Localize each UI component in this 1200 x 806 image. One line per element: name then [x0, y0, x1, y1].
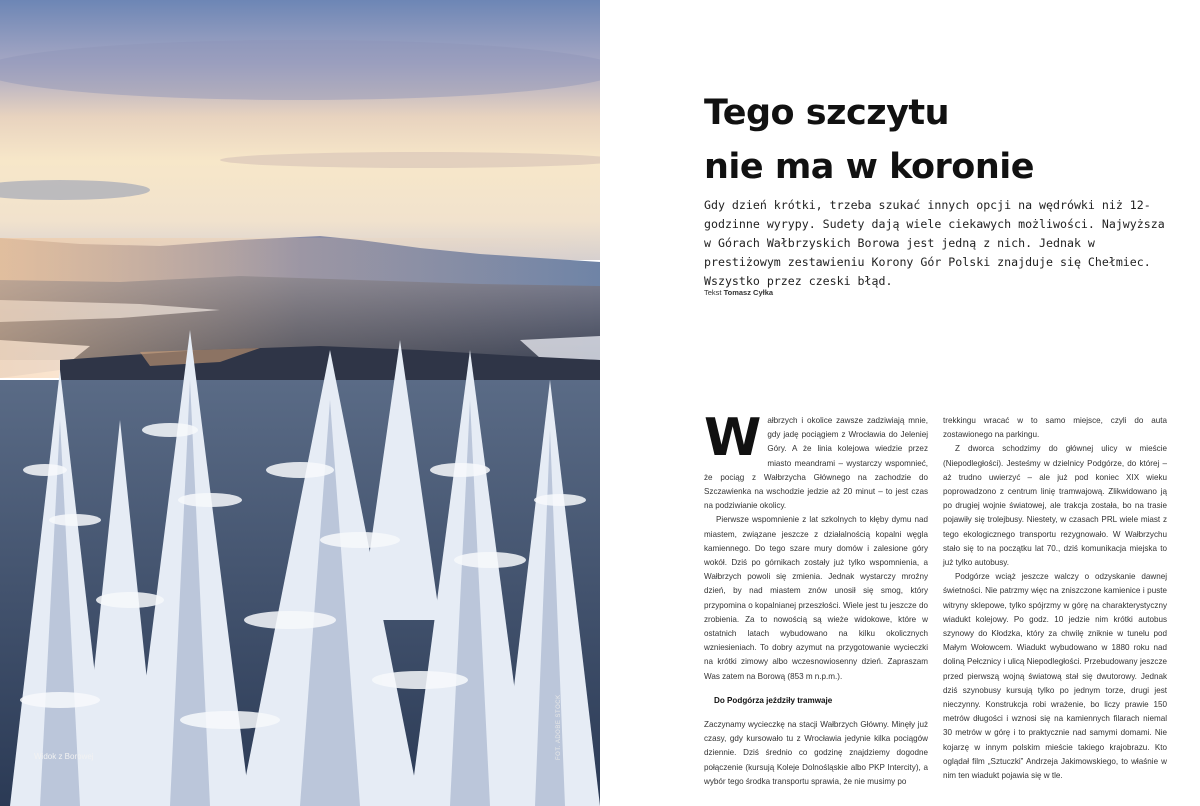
paragraph-text: ałbrzych i okolice zawsze zadziwiają mnie, gdy jadę pociągiem z Wrocławia do Jeleniej Góry. A że linia kolejowa wiedzie przez miasto meandrami – wystarczy wspomnieć, że pociąg z Wałbrzycha Głównego na zachodzie do Szczawienka na wschodzie jedzie aż 20 minut – to jest czas na podziwianie okolicy. [704, 416, 928, 511]
byline-label: Tekst [704, 288, 722, 297]
article-page [600, 0, 1200, 806]
paragraph: trekkingu wracać w to samo miejsce, czyli do auta zostawionego na parkingu. [943, 416, 1167, 440]
paragraph: Zaczynamy wycieczkę na stacji Wałbrzych Główny. Minęły już czasy, gdy kursowało tu z Wrocławia jedynie kilka pociągów dziennie. Dziś średnio co godzinę znajdziemy dogodne połączenie (kursują Koleje Dolnośląskie albo PKP Intercity), a wybór tego środka transportu sprawia, że nie musimy po [704, 720, 928, 786]
paragraph: Pierwsze wspomnienie z lat szkolnych to kłęby dymu nad miastem, związane jeszcze z działalnością kopalni węgla kamiennego. Do tego szare mury domów i zalesione góry wokół. Dziś po górnikach zostały już tylko wspomnienia, a Wałbrzych powoli się zmienia. Jednak wystarczy mroźny dzień, by nad miastem znów unosił się smog, który przypomina o kopalnianej przeszłości. Wiele jest tu jeszcze do zrobienia. Za to nowością są wieże widokowe, które w ostatnich latach wybudowano na kilku okolicznych wzniesieniach. To dobry azymut na przygotowanie wycieczki na krótki zimowy albo wczesnowiosenny dzień. Zapraszam Was zatem na Borową (853 m n.p.m.). [704, 515, 928, 681]
title-line-2: nie ma w koronie [704, 147, 1034, 187]
paragraph [704, 408, 928, 513]
photo-credit: FOT. ADOBE STOCK [556, 694, 562, 760]
article-lead: Gdy dzień krótki, trzeba szukać innych opcji na wędrówki niż 12-godzinne wyrypy. Sudety dają wiele ciekawych możliwości. Najwyższa w Górach Wałbrzyskich Borowa jest jedną z nich. Jednak w prestiżowym zestawieniu Korony Gór Polski znajduje się Chełmiec. Wszystko przez czeski błąd. [704, 198, 1165, 288]
text-column-1 [704, 408, 928, 789]
paragraph: Z dworca schodzimy do głównej ulicy w mieście (Niepodległości). Jesteśmy w dzielnicy Podgórze, do której – aż trudno uwierzyć – ale już pod koniec XIX wieku poprowadzono z centrum linię tramwajową. Zlikwidowano ją po drugiej wojnie światowej, ale trakcja została, bo na trasie pojawiły się trolejbusy. Niestety, w czasach PRL wiele miast z tego ekologicznego transportu rezygnowało. W Wałbrzychu stało się to na początku lat 70., dziś komunikacja miejska to już tylko autobusy. [943, 444, 1167, 568]
article-title [704, 86, 1144, 194]
byline [704, 288, 773, 297]
paragraph: Podgórze wciąż jeszcze walczy o odzyskanie dawnej świetności. Nie patrzmy więc na zniszczone kamienice i puste witryny sklepowe, tylko spójrzmy w górę na charakterystyczny wiadukt kolejowy. Po godz. 10 jedzie nim krótki autobus szynowy do Kłodzka, który za chwilę zniknie w tunelu pod Małym Wołowcem. Wiadukt wybudowano w 1880 roku nad doliną Pełcznicy i ulicą Niepodległości. Przebudowany jeszcze przed pierwszą wojną światową stał się dwutorowy. Jednak dziś szynobusy kursują tylko po jednym torze, drugi jest nieczynny. Konstrukcja robi wrażenie, bo liczy prawie 150 metrów długości i wznosi się na kamiennych filarach niemal 30 metrów w górę i to praktycznie nad samymi domami. Nie kojarzę w innym polskim mieście takiego krajobrazu. Kto oglądał film „Sztuczki” Andrzeja Jakimowskiego, to właśnie w nim ten wiadukt pojawia się w tle. [943, 572, 1167, 781]
text-column-2 [943, 414, 1167, 783]
byline-author: Tomasz Cyłka [723, 288, 774, 297]
title-line-1: Tego szczytu [704, 93, 950, 133]
photo-caption: Widok z Borowej [34, 752, 94, 761]
drop-cap: W [704, 408, 762, 468]
section-subheading: Do Podgórza jeździły tramwaje [714, 695, 833, 705]
